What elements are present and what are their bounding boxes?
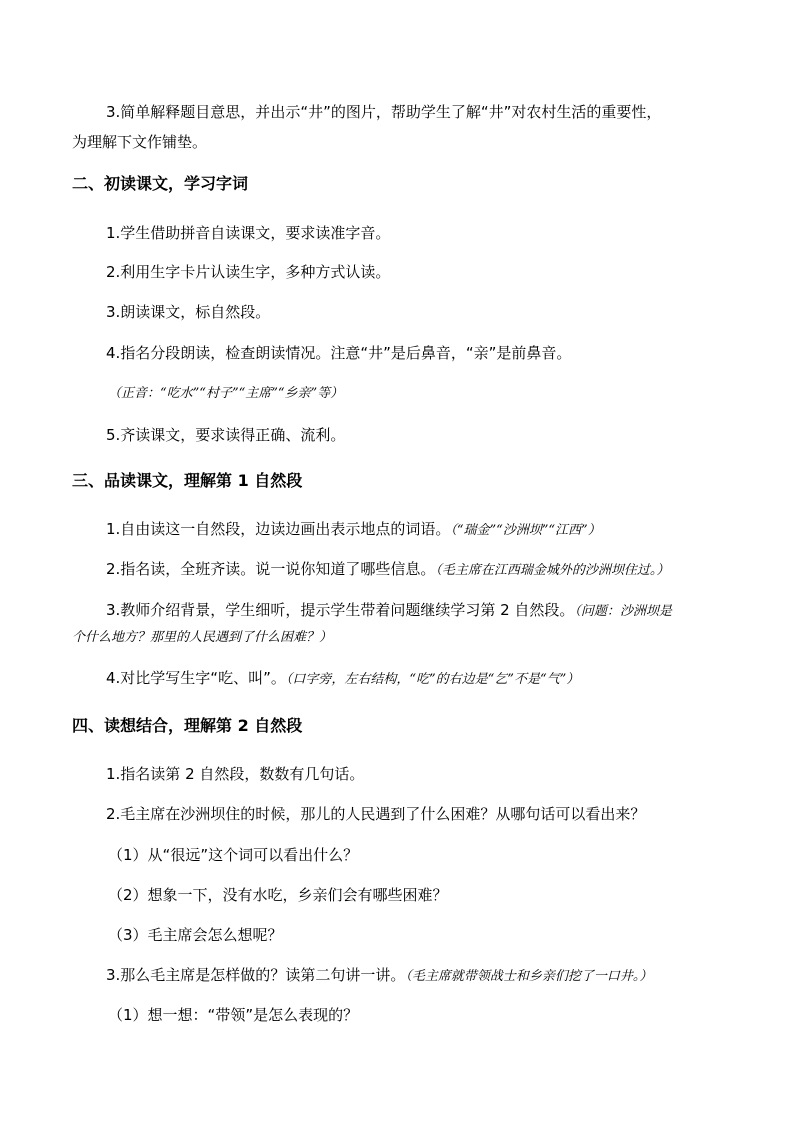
note-text: （问题：沙洲坝是 <box>574 604 672 619</box>
list-item <box>72 514 766 546</box>
sub-list-item-text: （2）想象一下，没有水吃，乡亲们会有哪些困难？ <box>108 886 448 904</box>
section-heading <box>72 466 732 496</box>
list-item-text: 1.自由读这一自然段，边读边画出表示地点的词语。 <box>106 520 451 538</box>
note-line <box>72 379 768 409</box>
note-text: （正音：“吃水”“村子”“主席”“乡亲”等） <box>108 386 344 401</box>
note-text: （毛主席在江西瑞金城外的沙洲坝住过。） <box>435 563 670 578</box>
list-item-text: 4.对比学写生字“吃、叫”。 <box>106 669 286 687</box>
list-item <box>72 799 766 829</box>
sub-list-item-text: （1）从“很远”这个词可以看出什么？ <box>108 846 359 864</box>
list-item-text: 5.齐读课文，要求读得正确、流利。 <box>106 426 346 444</box>
list-item <box>72 420 766 450</box>
list-item <box>72 960 766 992</box>
list-item <box>72 257 766 287</box>
paragraph-text: 为理解下文作铺垫。 <box>72 133 208 151</box>
list-item-text: 3.朗读课文，标自然段。 <box>106 303 271 321</box>
list-item <box>72 218 766 248</box>
list-item <box>72 759 766 789</box>
list-item-text: 4.指名分段朗读，检查朗读情况。注意“井”是后鼻音，“亲”是前鼻音。 <box>106 344 572 362</box>
note-line <box>72 623 732 653</box>
sub-list-item <box>72 840 768 870</box>
list-item-text: 3.那么毛主席是怎样做的？读第二句讲一讲。 <box>106 966 406 984</box>
section-heading <box>72 169 732 199</box>
list-item <box>72 297 766 327</box>
list-item-text: 2.毛主席在沙洲坝住的时候，那儿的人民遇到了什么困难？从哪句话可以看出来？ <box>106 805 646 823</box>
note-text: 个什么地方？那里的人民遇到了什么困难？） <box>72 630 333 645</box>
list-item-text: 2.利用生字卡片认读生字，多种方式认读。 <box>106 263 391 281</box>
section-heading-text: 二、初读课文，学习字词 <box>72 174 249 193</box>
sub-list-item-text: （1）想一想：“带领”是怎么表现的？ <box>108 1006 359 1024</box>
list-item-text: 1.指名读第 2 自然段，数数有几句话。 <box>106 765 365 783</box>
list-item-text: 1.学生借助拼音自读课文，要求读准字音。 <box>106 224 391 242</box>
paragraph-line <box>72 127 732 157</box>
sub-list-item-text: （3）毛主席会怎么想呢？ <box>108 926 283 944</box>
paragraph-line <box>72 97 766 127</box>
sub-list-item <box>72 880 768 910</box>
list-item-text: 2.指名读，全班齐读。说一说你知道了哪些信息。 <box>106 560 436 578</box>
section-heading-text: 四、读想结合，理解第 2 自然段 <box>72 716 303 735</box>
note-text: （毛主席就带领战士和乡亲们挖了一口井。） <box>405 969 653 984</box>
list-item <box>72 554 766 586</box>
sub-list-item <box>72 920 768 950</box>
paragraph-text: 3.简单解释题目意思，并出示“井”的图片，帮助学生了解“井”对农村生活的重要性， <box>106 103 662 121</box>
section-heading <box>72 711 732 741</box>
section-heading-text: 三、品读课文，理解第 1 自然段 <box>72 471 303 490</box>
list-item <box>72 338 766 368</box>
list-item-text: 3.教师介绍背景，学生细听，提示学生带着问题继续学习第 2 自然段。 <box>106 601 575 619</box>
note-text: （口字旁，左右结构，“吃”的右边是“乞”不是“气”） <box>285 672 580 687</box>
sub-list-item <box>72 1000 768 1030</box>
list-item <box>72 663 766 695</box>
note-text: （“瑞金”“沙洲坝”“江西”） <box>450 523 601 538</box>
